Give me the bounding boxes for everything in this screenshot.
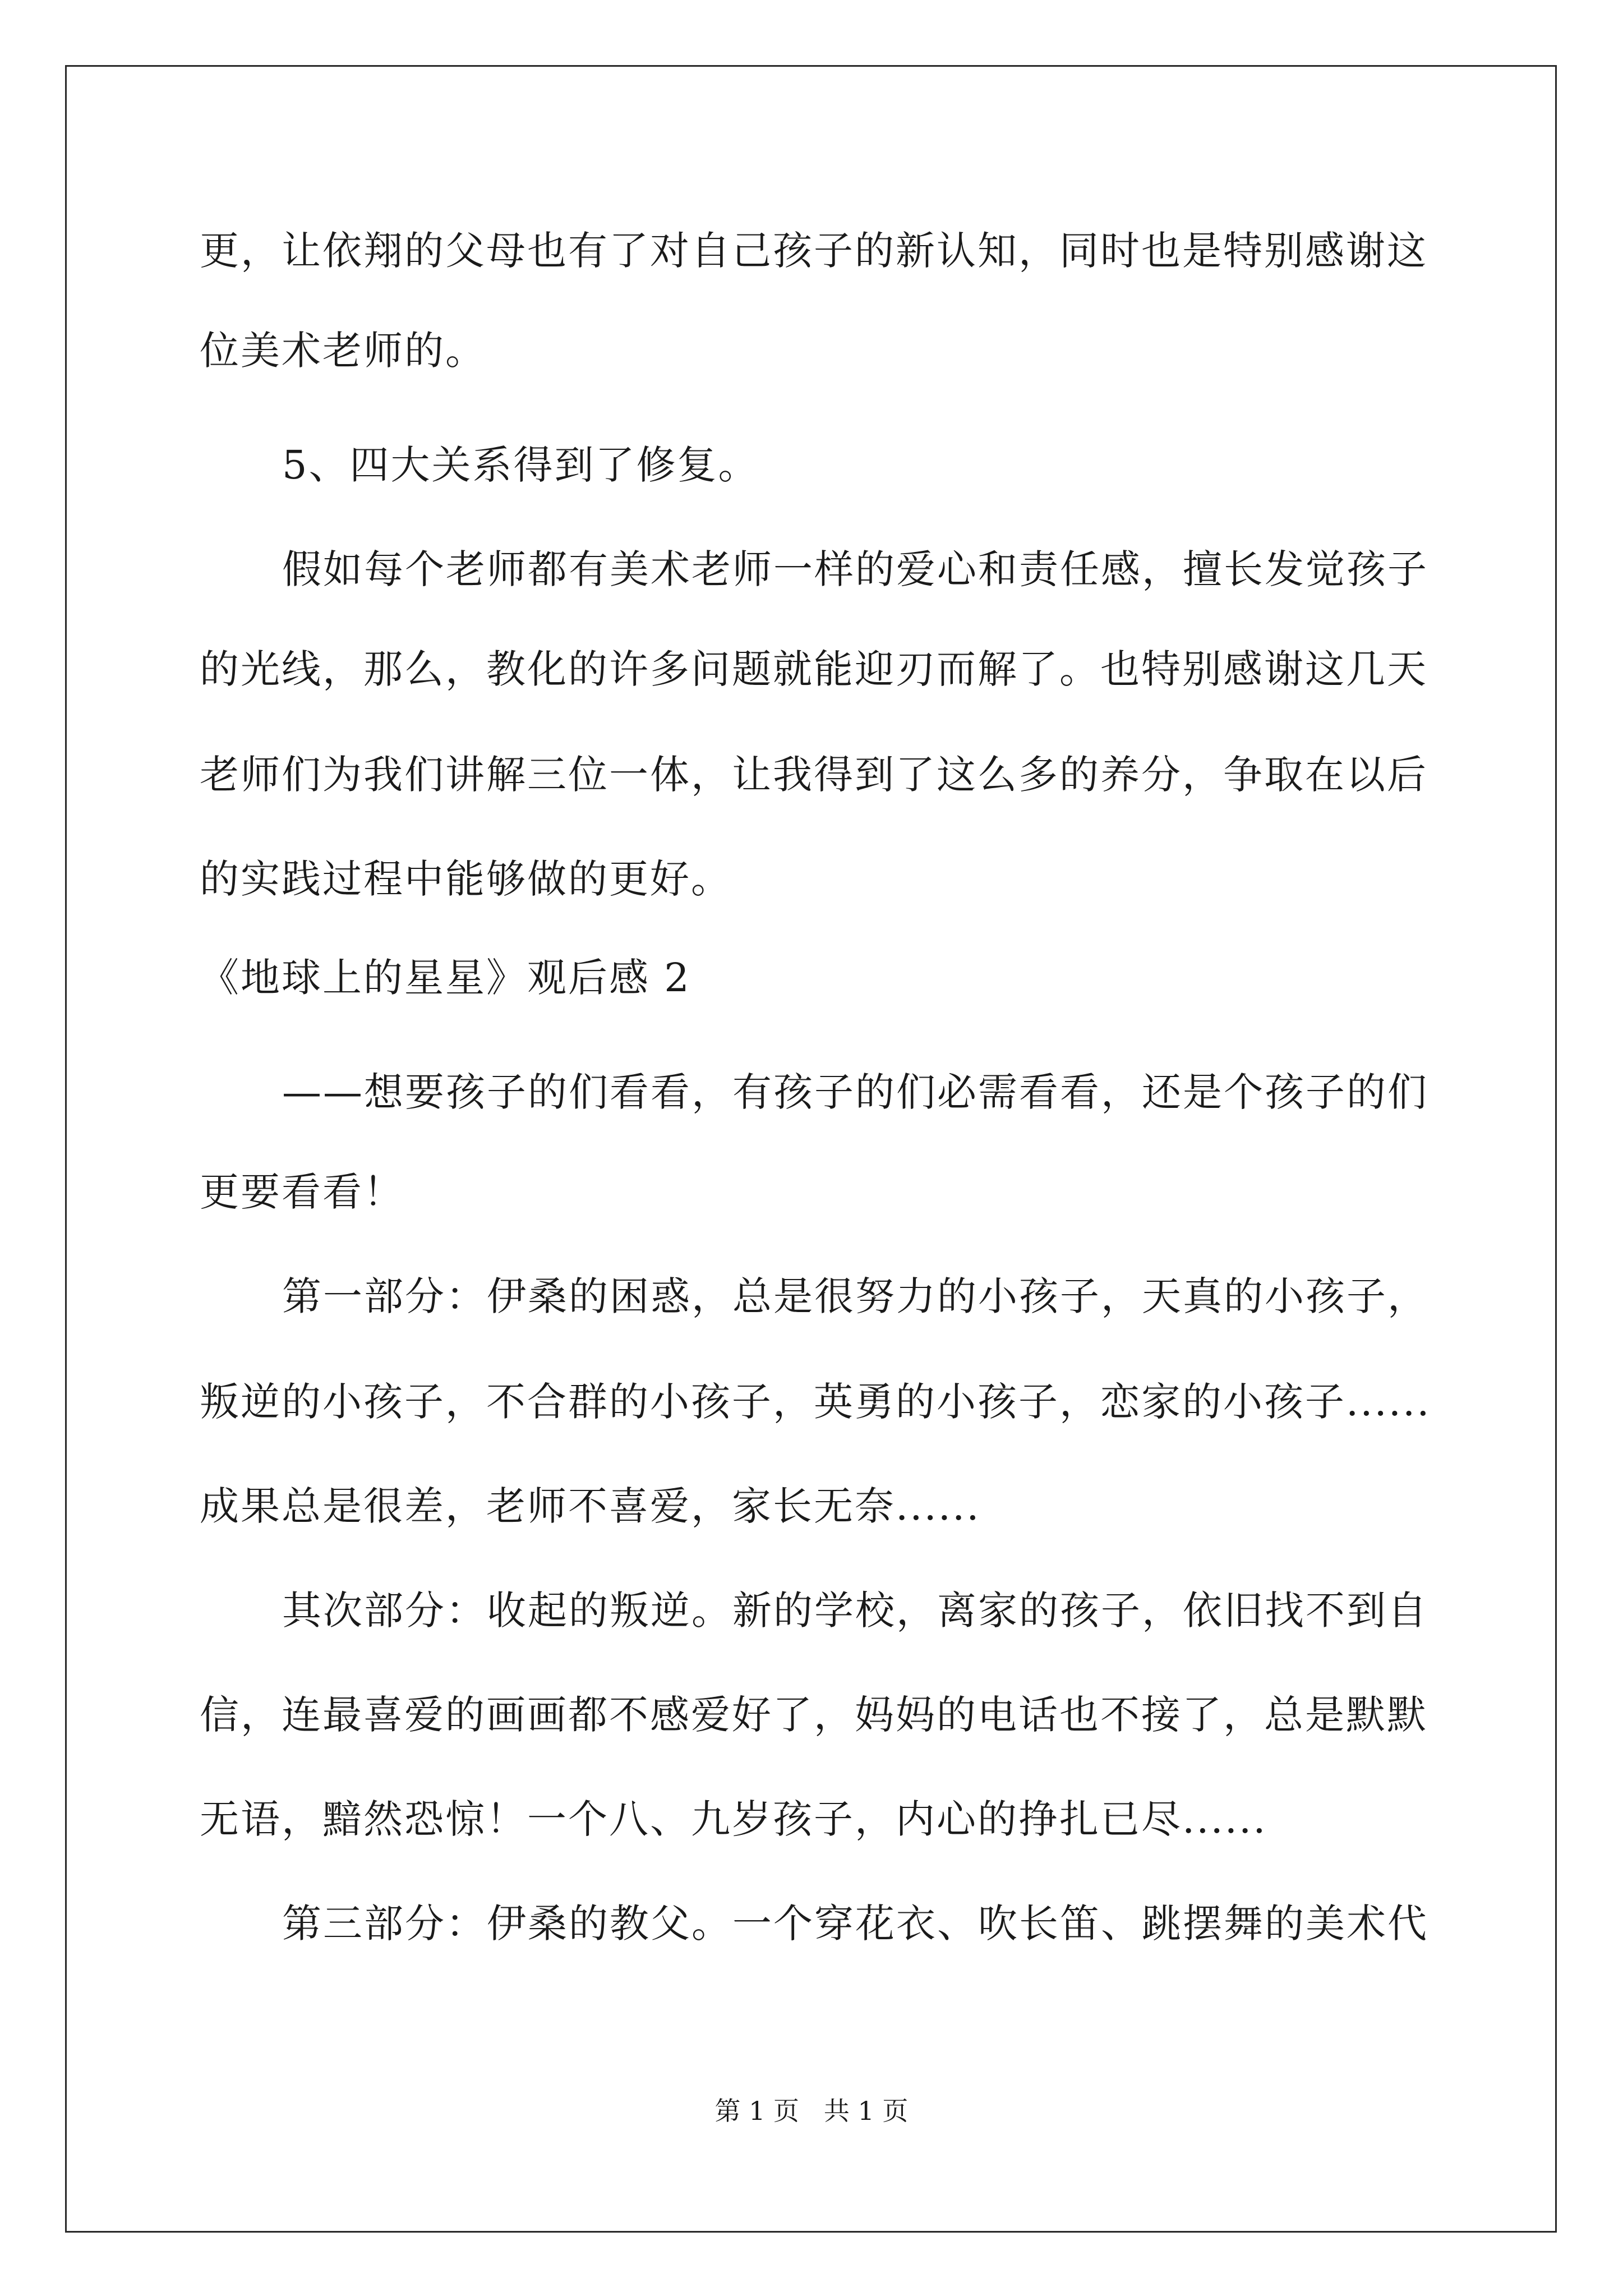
text-line: 的光线，那么，教化的许多问题就能迎刃而解了。也特别感谢这几天 <box>200 646 1428 692</box>
text-line: 无语，黯然恐惊！一个八、九岁孩子，内心的挣扎已尽...... <box>200 1796 1267 1842</box>
text-line: 第三部分：伊桑的教父。一个穿花衣、吹长笛、跳摆舞的美术代 <box>282 1901 1428 1947</box>
section-heading: 《地球上的星星》观后感 2 <box>200 955 691 1001</box>
text-line: 更要看看！ <box>200 1169 404 1215</box>
text-line: 假如每个老师都有美术老师一样的爱心和责任感，擅长发觉孩子 <box>282 546 1428 592</box>
text-line: 信，连最喜爱的画画都不感爱好了，妈妈的电话也不接了，总是默默 <box>200 1692 1428 1738</box>
text-line: 更，让依翔的父母也有了对自己孩子的新认知，同时也是特别感谢这 <box>200 228 1428 274</box>
page-number-footer: 第 1 页 共 1 页 <box>714 2096 909 2126</box>
text-line: 成果总是很差，老师不喜爱，家长无奈...... <box>200 1483 981 1529</box>
text-line: 位美术老师的。 <box>200 328 486 374</box>
text-line: 的实践过程中能够做的更好。 <box>200 856 732 902</box>
text-line: 老师们为我们讲解三位一体，让我得到了这么多的养分，争取在以后 <box>200 752 1428 798</box>
text-line: ——想要孩子的们看看，有孩子的们必需看看，还是个孩子的们 <box>282 1069 1428 1115</box>
text-line: 5、四大关系得到了修复。 <box>282 442 759 488</box>
text-line: 叛逆的小孩子，不合群的小孩子，英勇的小孩子，恋家的小孩子...... <box>200 1379 1431 1425</box>
text-line: 其次部分：收起的叛逆。新的学校，离家的孩子，依旧找不到自 <box>282 1588 1428 1634</box>
text-line: 第一部分：伊桑的困惑，总是很努力的小孩子，天真的小孩子， <box>282 1273 1428 1319</box>
